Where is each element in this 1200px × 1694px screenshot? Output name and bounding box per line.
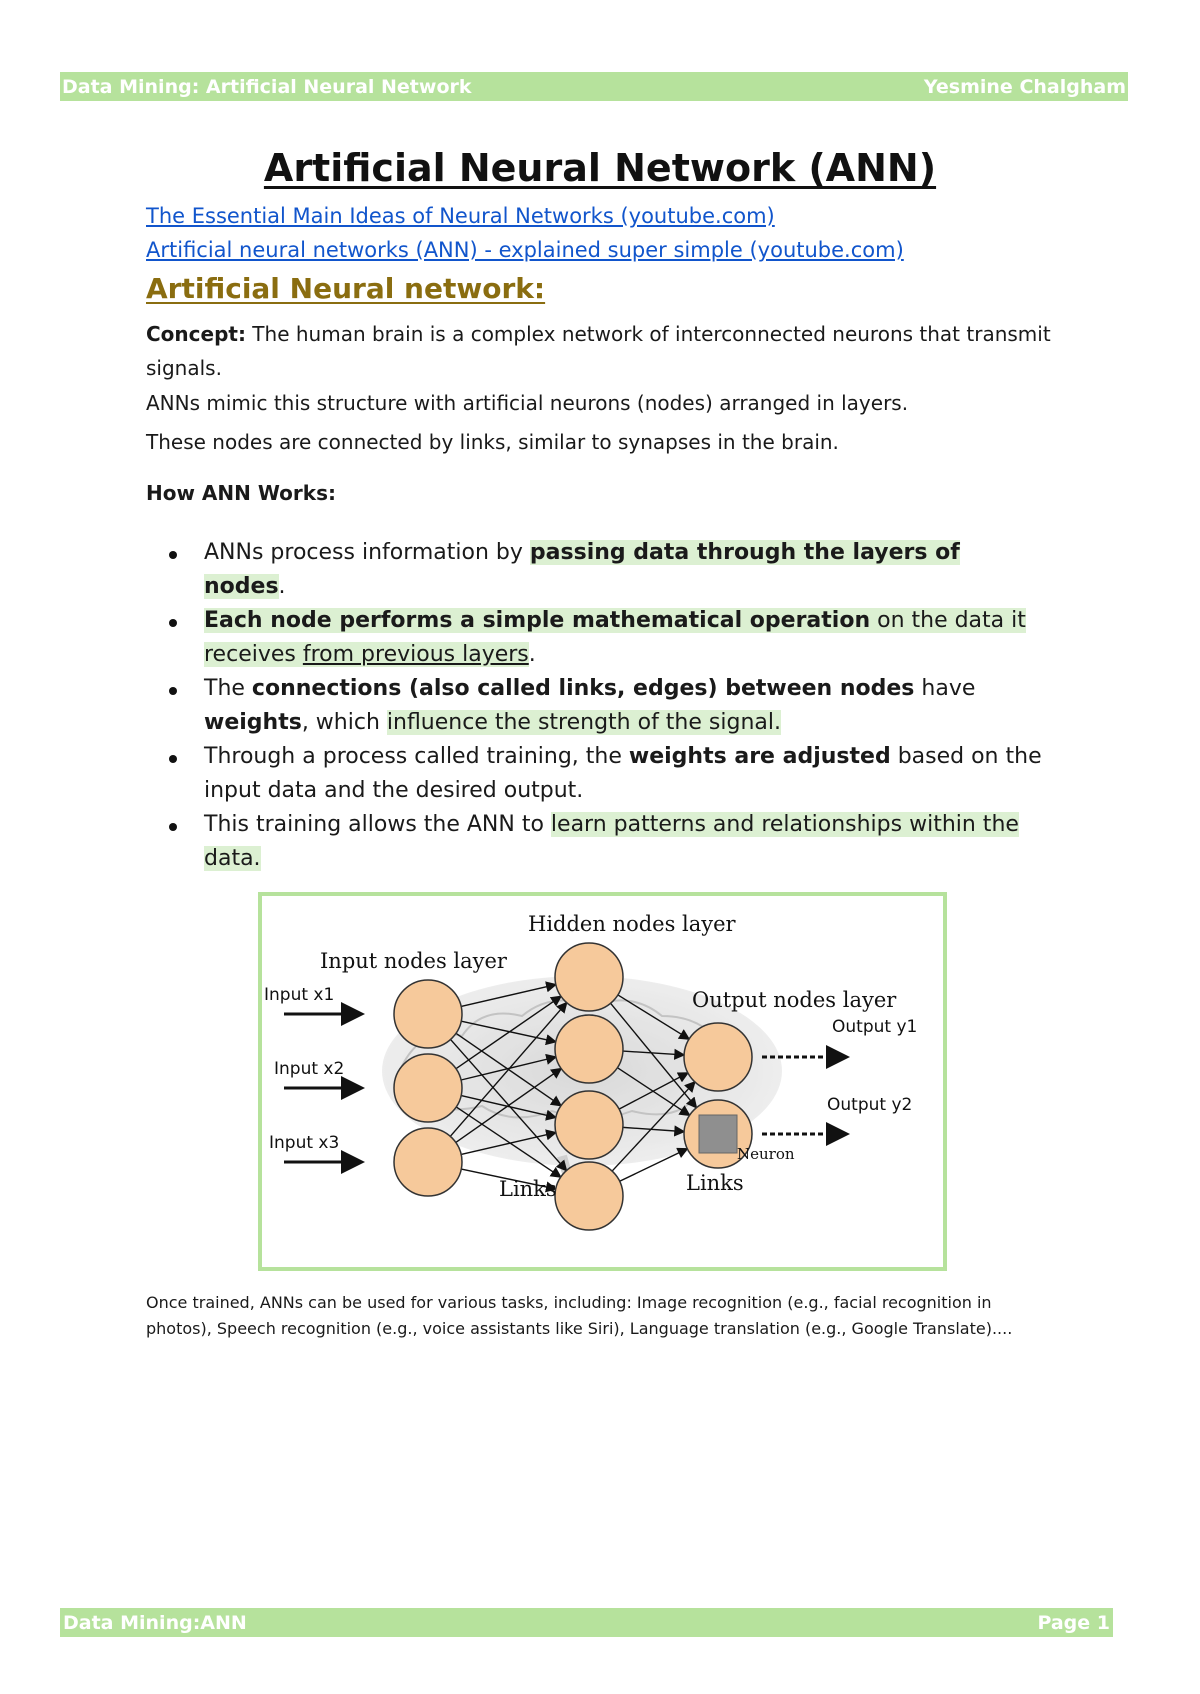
network-svg	[262, 896, 943, 1267]
input-x2-label: Input x2	[274, 1059, 345, 1079]
neuron-label: Neuron	[737, 1145, 795, 1163]
concept-text: The human brain is a complex network of interconnected neurons that transmit signals.	[146, 322, 1051, 380]
neuron-square	[699, 1115, 737, 1153]
youtube-link-ann-explained[interactable]: Artificial neural networks (ANN) - explained super simple (youtube.com)	[146, 238, 904, 262]
header-doc-title: Data Mining: Artificial Neural Network	[62, 75, 472, 98]
section-heading: Artificial Neural network:	[146, 272, 546, 305]
header-author: Yesmine Chalgham	[923, 75, 1126, 98]
neural-network-diagram	[258, 892, 947, 1271]
hidden-node	[555, 1091, 623, 1159]
output-y1-label: Output y1	[832, 1017, 918, 1037]
hidden-layer-label: Hidden nodes layer	[528, 912, 736, 936]
input-node	[394, 1054, 462, 1122]
concept-paragraph	[146, 317, 1076, 385]
links-label-left: Links	[499, 1177, 557, 1201]
concept-label: Concept:	[146, 322, 246, 346]
list-item: Through a process called training, the weights are adjusted based on the input data and the desired output.	[146, 740, 1046, 808]
page-header	[60, 72, 1128, 101]
list-item: The connections (also called links, edges) between nodes have weights, which influence the strength of the signal.	[146, 672, 1046, 740]
synapse-paragraph: These nodes are connected by links, similar to synapses in the brain.	[146, 430, 839, 454]
links-label-right: Links	[686, 1171, 744, 1195]
hidden-node	[555, 1162, 623, 1230]
figure-caption: Once trained, ANNs can be used for various tasks, including: Image recognition (e.g., facial recognition in photos), Speech recognition (e.g., voice assistants like Siri), Language translation (e.g., Google Translate)....	[146, 1293, 1013, 1338]
output-layer-label: Output nodes layer	[692, 988, 897, 1012]
how-ann-works-list	[146, 536, 1046, 876]
how-ann-works-heading: How ANN Works:	[146, 481, 336, 505]
input-x3-label: Input x3	[269, 1133, 340, 1153]
page-title: Artificial Neural Network (ANN)	[263, 146, 937, 190]
hidden-node	[555, 943, 623, 1011]
output-node	[684, 1023, 752, 1091]
input-nodes	[394, 980, 462, 1196]
list-item: ANNs process information by passing data through the layers of nodes.	[146, 536, 1046, 604]
input-x1-label: Input x1	[264, 985, 335, 1005]
list-item: This training allows the ANN to learn patterns and relationships within the data.	[146, 808, 1046, 876]
input-node	[394, 980, 462, 1048]
page-footer	[60, 1608, 1113, 1637]
output-y2-label: Output y2	[827, 1095, 913, 1115]
input-node	[394, 1128, 462, 1196]
youtube-link-essential-ideas[interactable]: The Essential Main Ideas of Neural Networks (youtube.com)	[146, 204, 775, 228]
structure-paragraph: ANNs mimic this structure with artificial neurons (nodes) arranged in layers.	[146, 391, 909, 415]
input-layer-label: Input nodes layer	[320, 949, 507, 973]
hidden-node	[555, 1015, 623, 1083]
footer-doc-title: Data Mining:ANN	[63, 1611, 247, 1634]
footer-page-number: Page 1	[1037, 1611, 1110, 1634]
list-item: Each node performs a simple mathematical operation on the data it receives from previous layers.	[146, 604, 1046, 672]
